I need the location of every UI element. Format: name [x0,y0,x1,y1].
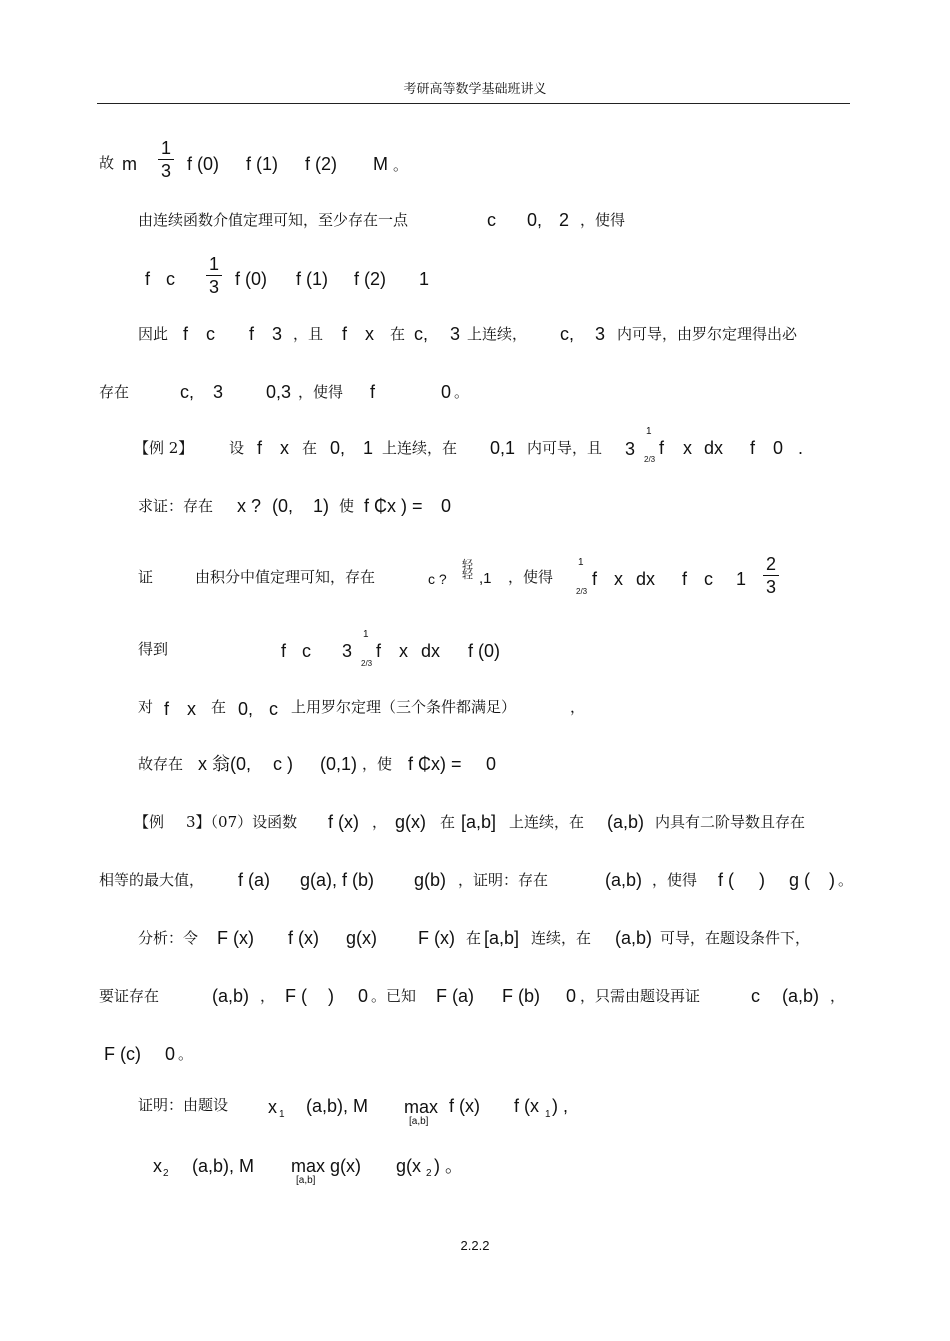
math: f [342,324,348,344]
math: 0, [238,699,254,719]
fraction [206,254,222,297]
math: c [206,324,215,344]
math: f (x) [449,1096,480,1116]
fraction-bar [763,575,779,576]
math: f (1) [296,269,329,289]
math: (a,b) [615,928,653,948]
math: 0, [527,210,543,230]
fraction-numerator: 1 [208,254,219,274]
line-10 [0,688,950,728]
math: c, [180,382,195,402]
math: 0 [441,496,452,516]
math: c [269,699,278,719]
math: 3 [450,324,461,344]
math: f [659,438,665,458]
math: g(x) [330,1156,361,1176]
text: 可导，在题设条件下， [660,929,811,947]
fraction-numerator: 1 [160,138,171,158]
text: ，证明：存在 [458,871,549,889]
integral-upper-limit: 1 [646,426,652,437]
text: 上用罗尔定理（三个条件都满足） [291,698,517,716]
math: max [404,1097,439,1117]
text: 故存在 [138,755,184,773]
line-7 [0,486,950,526]
math: x 翁(0, [198,754,252,774]
page-number: 2.2.2 [460,1238,490,1253]
math: f [682,569,688,589]
text: 由连续函数介值定理可知，至少存在一点 [138,211,409,229]
math: f [750,438,756,458]
math: f ( [718,870,734,890]
math: max [291,1156,326,1176]
example-label: 【例 [134,813,165,831]
math: f (2) [354,269,387,289]
math: f [370,382,376,402]
text: ， [372,813,388,831]
math: c, [414,324,429,344]
math: ) [328,986,334,1006]
math: F (x) [418,928,455,948]
line-9 [0,630,950,670]
math: 0 [566,986,577,1006]
line-12 [0,802,950,842]
math: dx [704,438,724,458]
line-1 [0,138,950,182]
math: m [122,154,137,174]
math: g(b) [414,870,447,890]
math: x [365,324,374,344]
garbled-glyph: 轻轻 [462,559,473,581]
math: 0, [330,438,346,458]
math: f (0) [187,154,220,174]
line-13 [0,860,950,900]
text: ， [260,987,276,1005]
math: f [145,269,151,289]
math: f (x [514,1096,539,1116]
math: 0 [441,382,452,402]
text: 在 [211,698,227,716]
subscript: [a,b] [296,1175,316,1186]
text: 设 [229,439,245,457]
math: x ? [237,496,262,516]
integral-lower-limit: 2/3 [644,455,656,464]
text: 内可导，且 [527,439,603,457]
text: 上连续，在 [509,813,585,831]
integral-upper-limit: 1 [578,557,584,568]
math: g(x [396,1156,422,1176]
math: c ? [428,571,447,587]
math: f [164,699,170,719]
math: F (x) [217,928,254,948]
text: 内可导，由罗尔定理得出必 [617,325,798,343]
math: ) [829,870,835,890]
line-2 [0,200,950,240]
math: f (2) [305,154,338,174]
math: M [373,154,388,174]
math: 0,3 [266,382,292,402]
math: c [704,569,713,589]
math: ) , [552,1096,568,1116]
line-5 [0,372,950,412]
math: 3 [213,382,224,402]
math: x [280,438,289,458]
text: 分析：令 [138,929,199,947]
math: x [187,699,196,719]
math: dx [421,641,441,661]
text: ，且 [293,325,324,343]
line-4 [0,314,950,354]
math: (a,b), M [306,1096,369,1116]
text: 故 [99,154,115,172]
text: 在 [440,813,456,831]
fraction-bar [158,159,174,160]
text: 存在 [99,383,130,401]
text: 。 [838,871,854,889]
math: c ) [273,754,293,774]
math: c [751,986,760,1006]
math: g ( [789,870,811,890]
math: f (0) [468,641,501,661]
math: f ₵x) = [408,754,462,774]
fraction-denominator: 3 [208,277,219,297]
text: ，只需由题设再证 [580,987,701,1005]
math: F (c) [104,1044,141,1064]
math: ,1 [479,570,492,587]
fraction [763,554,779,597]
math: c, [560,324,575,344]
text: 对 [138,698,154,716]
math: 0 [773,438,784,458]
math: (a,b) [605,870,643,890]
integral-upper-limit: 1 [363,629,369,640]
math: 2 [559,210,570,230]
math: 1) [313,496,330,516]
header-rule [97,103,850,104]
text: ，使 [362,755,393,773]
text: 证明：由题设 [138,1096,229,1114]
integral-lower-limit: 2/3 [576,587,588,596]
line-16 [0,1034,950,1074]
fraction [158,138,174,181]
math: f [249,324,255,344]
math: f [592,569,598,589]
fraction-denominator: 3 [160,161,171,181]
math: 0 [358,986,369,1006]
math: ) 。 [434,1156,463,1176]
fraction-bar [206,275,222,276]
text: 相等的最大值， [99,871,205,889]
math: 3 [625,439,636,459]
math: F ( [285,986,307,1006]
math: f (a) [238,870,271,890]
line-6 [0,428,950,468]
math: 0 [486,754,497,774]
text: 由积分中值定理可知，存在 [195,568,376,586]
math: g(x) [346,928,377,948]
line-15 [0,976,950,1016]
line-8 [0,554,950,600]
text: 在 [302,439,318,457]
math: c [166,269,175,289]
text: 。 [178,1045,194,1063]
text: 证 [138,568,154,586]
math: (0, [272,496,294,516]
text: 连续，在 [531,929,592,947]
math: . [798,438,804,458]
math: 1 [736,569,747,589]
subscript: 1 [545,1109,551,1120]
math: g(x) [395,812,426,832]
text: 。已知 [371,987,417,1005]
text: 上连续，在 [382,439,458,457]
math: [a,b] [484,928,520,948]
math: F (b) [502,986,540,1006]
text: 在 [390,325,406,343]
text: ，使得 [652,871,698,889]
text: ，使得 [580,211,626,229]
math: 1 [363,438,374,458]
math: f (x) [288,928,319,948]
subscript: 1 [279,1109,285,1120]
math: f [376,641,382,661]
math: (0,1) [320,754,358,774]
subscript: 2 [163,1168,169,1179]
math: f (0) [235,269,268,289]
integral-lower-limit: 2/3 [361,659,373,668]
math: f ₵x ) = [364,496,423,516]
math: x [268,1097,277,1117]
fraction-denominator: 3 [765,577,776,597]
math: 3 [272,324,283,344]
math: c [487,210,496,230]
math: f (x) [328,812,359,832]
text: 内具有二阶导数且存在 [655,813,806,831]
math: (a,b) [782,986,820,1006]
text: 在 [466,929,482,947]
math: f (1) [246,154,279,174]
math: (a,b), M [192,1156,255,1176]
math: x [683,438,692,458]
text: 。 [454,383,470,401]
text: ，使得 [298,383,344,401]
text: 得到 [138,640,169,658]
math: (a,b) [607,812,645,832]
line-18 [0,1146,950,1186]
math: ) [759,870,765,890]
math: 3 [595,324,606,344]
math: x [614,569,623,589]
text: 3】（07）设函数 [186,813,298,831]
text: 要证存在 [99,987,160,1005]
math: F (a) [436,986,474,1006]
line-14 [0,918,950,958]
math: x [153,1156,162,1176]
math: dx [636,569,656,589]
math: [a,b] [461,812,497,832]
text: ，使得 [508,568,554,586]
text: ， [830,987,846,1005]
page-header: 考研高等数学基础班讲义 [403,82,547,97]
math: c [302,641,311,661]
text: 因此 [138,325,169,343]
math: f [183,324,189,344]
math: 3 [342,641,353,661]
math: (a,b) [212,986,250,1006]
subscript: 2 [426,1168,432,1179]
math: 0 [165,1044,176,1064]
text: 使 [339,497,355,515]
line-17 [0,1086,950,1126]
subscript: [a,b] [409,1116,429,1127]
math: g(a), f (b) [300,870,375,890]
math: x [399,641,408,661]
line-3 [0,254,950,298]
line-11 [0,744,950,784]
text: ， [570,698,586,716]
math: 1 [419,269,430,289]
example-label: 【例 2】 [134,439,194,457]
math: 0,1 [490,438,516,458]
math: f [281,641,287,661]
text: 。 [393,156,409,174]
math: f [257,438,263,458]
fraction-numerator: 2 [765,554,776,574]
text: 求证：存在 [138,497,214,515]
text: 上连续， [467,325,528,343]
